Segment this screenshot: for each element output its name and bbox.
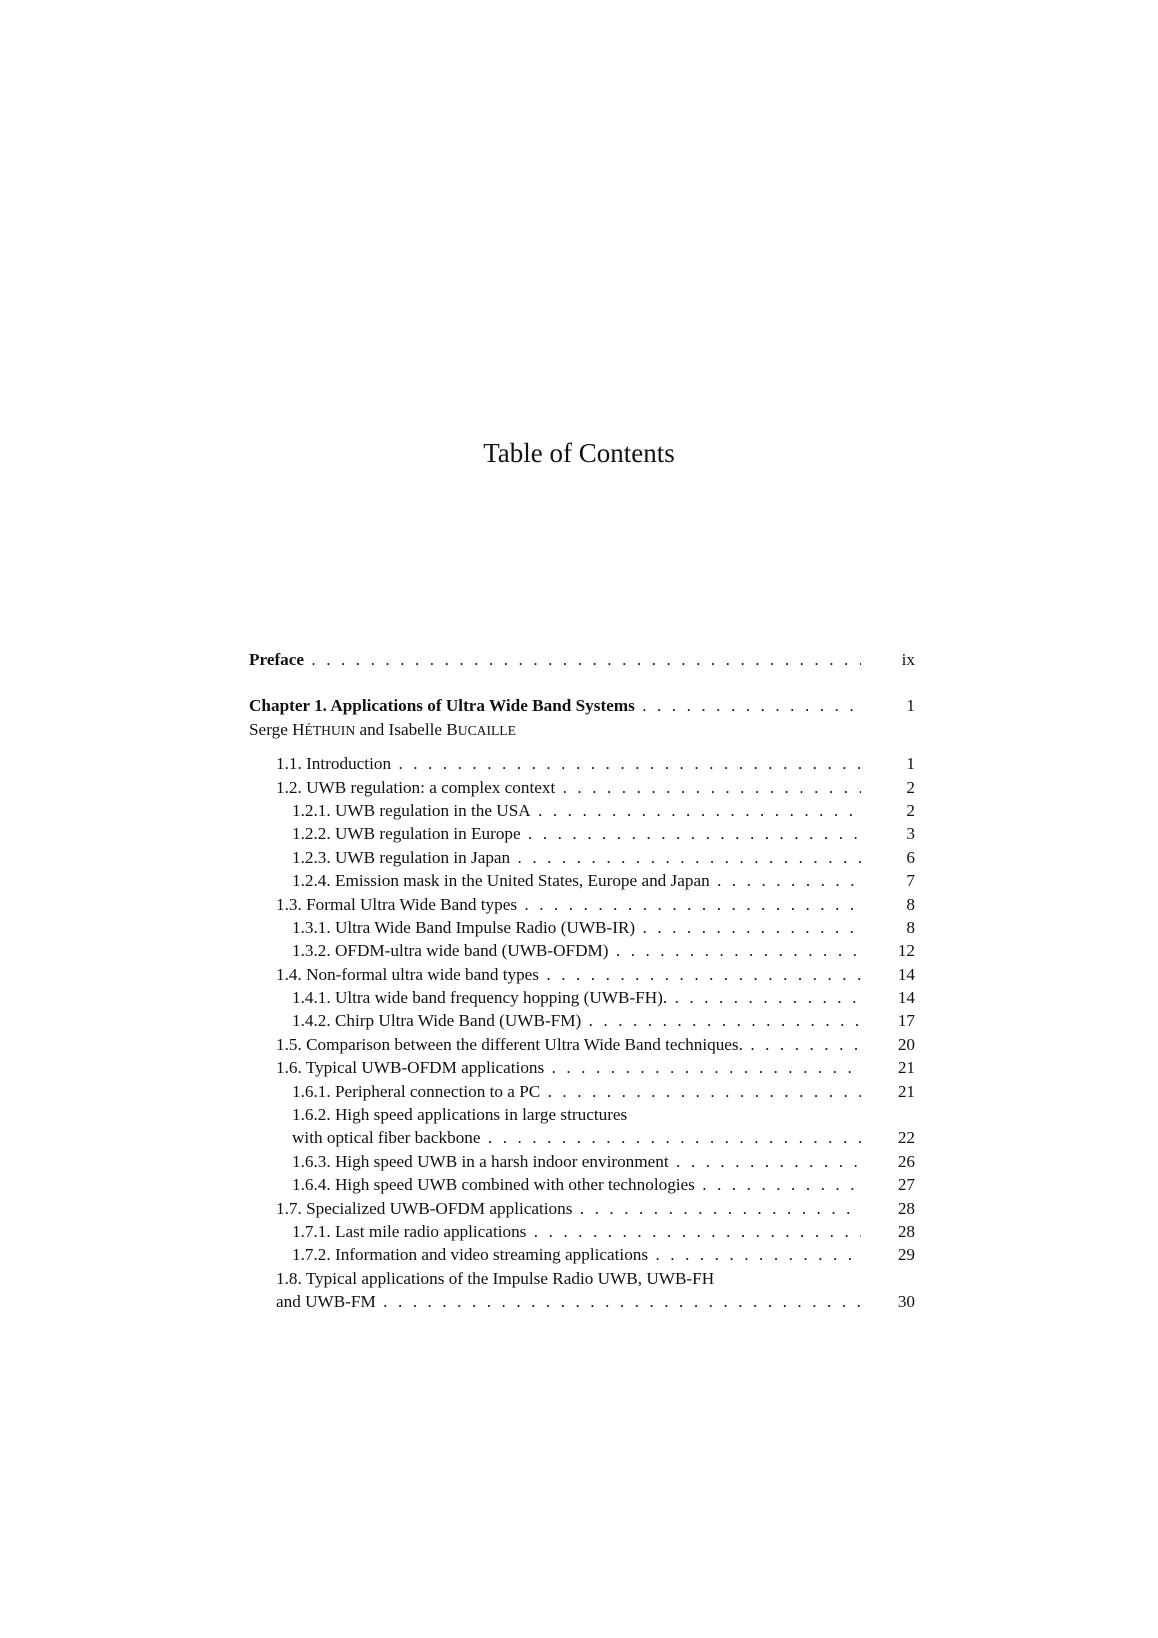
toc-entry-title: 1.3.2. OFDM-ultra wide band (UWB-OFDM) . . . (292, 939, 861, 962)
table-of-contents (249, 648, 915, 1314)
toc-entry[interactable] (249, 1197, 915, 1220)
toc-entry-title: 1.6. Typical UWB-OFDM applications . . . (276, 1056, 861, 1079)
toc-entry-page: 28 (897, 1198, 915, 1218)
toc-entry[interactable] (249, 1150, 915, 1173)
toc-entry[interactable] (249, 822, 915, 845)
toc-entry[interactable] (249, 776, 915, 799)
toc-entry-title: 1.2.1. UWB regulation in the USA . . . (292, 799, 861, 822)
toc-entry-title: 1.2.4. Emission mask in the United States, Europe and Japan . . . (292, 869, 861, 892)
toc-entry-title: 1.6.3. High speed UWB in a harsh indoor environment . . . (292, 1150, 861, 1173)
toc-entry[interactable] (249, 1009, 915, 1032)
toc-entry-title: 1.6.1. Peripheral connection to a PC . . . (292, 1080, 861, 1103)
toc-entry-title: 1.3.1. Ultra Wide Band Impulse Radio (UWB-IR) . . . (292, 916, 861, 939)
toc-entry[interactable] (249, 916, 915, 939)
toc-entry-page: 21 (897, 1058, 915, 1078)
toc-entry-page: 14 (897, 964, 915, 984)
toc-entry[interactable] (249, 1267, 915, 1290)
toc-entry-page: ix (901, 650, 915, 669)
toc-entry-chapter-1[interactable] (249, 694, 915, 717)
toc-entry-page: 3 (906, 824, 915, 844)
toc-entry[interactable] (249, 963, 915, 986)
toc-entry-page: 12 (897, 941, 915, 961)
toc-entry-page: 29 (897, 1245, 915, 1265)
toc-entry-title: 1.2. UWB regulation: a complex context . . . (276, 776, 861, 799)
toc-entry-page: 20 (897, 1034, 915, 1054)
toc-entry-page: 1 (906, 696, 915, 716)
toc-entry[interactable] (249, 752, 915, 775)
toc-entry-title: 1.4.1. Ultra wide band frequency hopping (UWB-FH). . . . (292, 986, 861, 1009)
toc-entry-page: 8 (906, 894, 915, 914)
toc-entry[interactable] (249, 1033, 915, 1056)
chapter-authors: Serge HÉTHUIN and Isabelle BUCAILLE (249, 719, 516, 739)
toc-entry-page: 27 (897, 1175, 915, 1195)
toc-entry-title: 1.5. Comparison between the different Ultra Wide Band techniques. . . . (276, 1033, 861, 1056)
toc-entry-page: 22 (897, 1128, 915, 1148)
toc-entry-page: 2 (906, 777, 915, 797)
toc-entry-title: 1.1. Introduction . . . (276, 752, 861, 775)
toc-entry-title: 1.7.2. Information and video streaming applications . . . (292, 1243, 861, 1266)
toc-entry-title: Preface . . . (249, 648, 861, 671)
toc-entry-title: 1.4.2. Chirp Ultra Wide Band (UWB-FM) . . . (292, 1009, 861, 1032)
toc-entry-page: 7 (906, 871, 915, 891)
toc-entry-page: 6 (906, 847, 915, 867)
toc-entry[interactable] (249, 1080, 915, 1103)
toc-entry-title: 1.7.1. Last mile radio applications . . . (292, 1220, 861, 1243)
toc-entry-title: 1.4. Non-formal ultra wide band types . . . (276, 963, 861, 986)
toc-entry-page: 17 (897, 1011, 915, 1031)
toc-entry-title: 1.2.3. UWB regulation in Japan . . . (292, 846, 861, 869)
toc-entry[interactable] (249, 1126, 915, 1149)
toc-entry-page: 21 (897, 1081, 915, 1101)
toc-entry[interactable] (249, 846, 915, 869)
toc-entry[interactable] (249, 939, 915, 962)
toc-entry-title: Chapter 1. Applications of Ultra Wide Band Systems . . . (249, 694, 861, 717)
toc-entry-preface[interactable] (249, 648, 915, 671)
toc-entry-title: with optical fiber backbone . . . (292, 1126, 861, 1149)
toc-entry-page: 1 (906, 754, 915, 774)
toc-entry-page: 30 (897, 1292, 915, 1312)
toc-entry[interactable] (249, 986, 915, 1009)
toc-entry[interactable] (249, 1290, 915, 1313)
toc-entry-title: 1.7. Specialized UWB-OFDM applications . . . (276, 1197, 861, 1220)
toc-entry-title: and UWB-FM . . . (276, 1290, 861, 1313)
toc-entry-page: 8 (906, 917, 915, 937)
toc-entry[interactable] (249, 893, 915, 916)
toc-entry-page: 28 (897, 1221, 915, 1241)
toc-entry[interactable] (249, 1220, 915, 1243)
toc-entry-page: 14 (897, 988, 915, 1008)
toc-entry-title: 1.6.4. High speed UWB combined with other technologies . . . (292, 1173, 861, 1196)
page-title: Table of Contents (483, 438, 675, 468)
toc-entry-page: 26 (897, 1151, 915, 1171)
toc-entry[interactable] (249, 1243, 915, 1266)
toc-entry[interactable] (249, 869, 915, 892)
toc-entry[interactable] (249, 1103, 915, 1126)
toc-entry-title: 1.3. Formal Ultra Wide Band types . . . (276, 893, 861, 916)
toc-entry[interactable] (249, 799, 915, 822)
toc-entry-title: 1.8. Typical applications of the Impulse Radio UWB, UWB-FH (276, 1268, 715, 1288)
toc-entry[interactable] (249, 1056, 915, 1079)
toc-entry-page: 2 (906, 800, 915, 820)
toc-entry-title: 1.6.2. High speed applications in large structures (292, 1105, 628, 1125)
toc-entry-title: 1.2.2. UWB regulation in Europe . . . (292, 822, 861, 845)
toc-entry[interactable] (249, 1173, 915, 1196)
